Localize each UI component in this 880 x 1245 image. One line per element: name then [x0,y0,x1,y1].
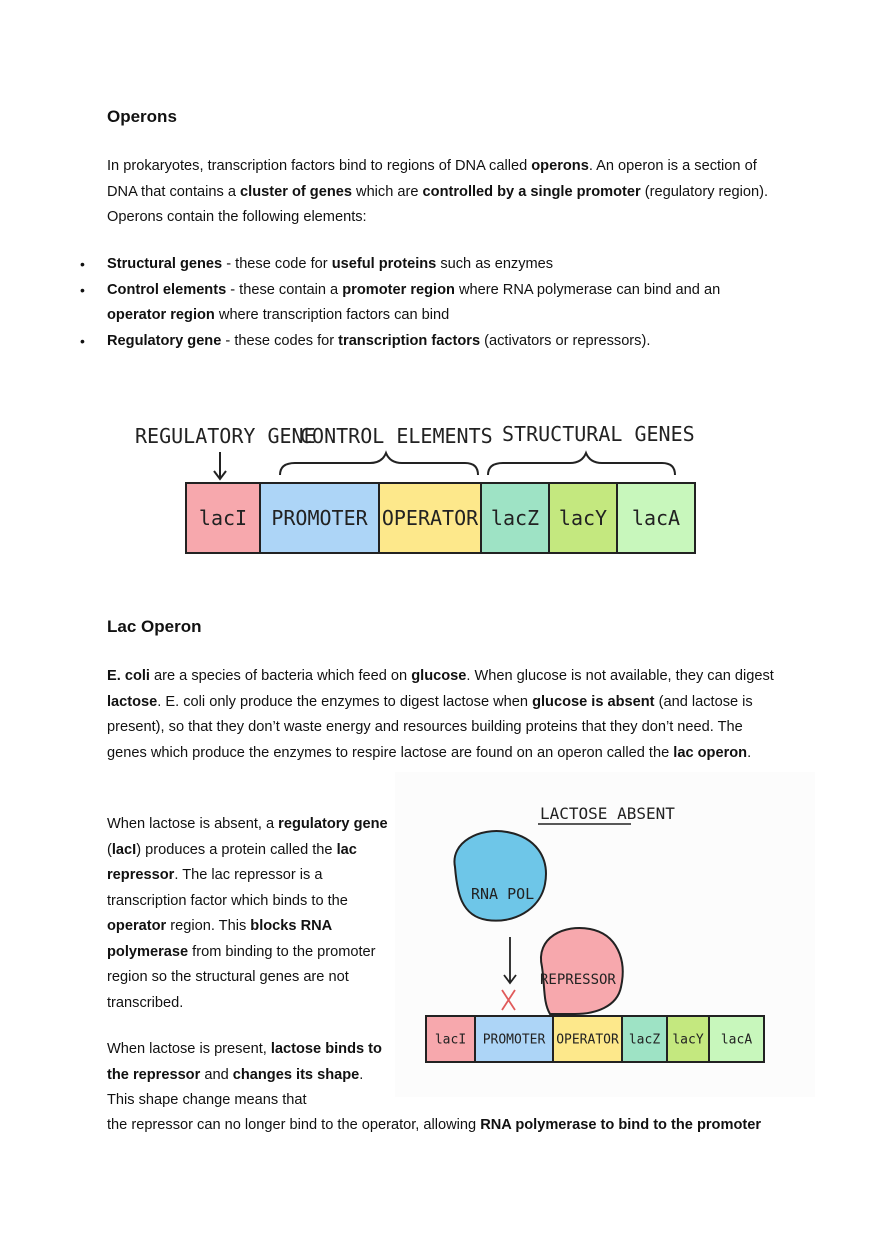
operon-elements-list [0,252,780,354]
segment-label: OPERATOR [381,506,479,531]
lac-paragraph-4 [107,1113,807,1139]
lac-paragraph-2 [107,812,389,1016]
bold-term: lactose binds to the repressor [107,1041,382,1083]
text-run: such as enzymes [436,256,554,272]
text-run: - these code for [222,256,332,272]
bold-term: cluster of genes [240,183,352,200]
bold-term: glucose is absent [532,693,655,710]
text-run: . E. coli only produce the enzymes to digest lactose when [157,693,533,710]
text-run: where transcription factors can bind [214,307,450,323]
lactose-absent-diagram [395,772,815,1097]
rna-polymerase [454,831,546,921]
text-run: When lactose is absent, a [107,816,279,832]
bold-term: operator [107,918,167,934]
bold-term: Regulatory gene [107,332,222,349]
lac-paragraph-3 [107,1037,387,1114]
segment-label: lacZ [628,1032,661,1048]
control-brace [280,453,478,475]
segment-label: PROMOTER [482,1032,546,1048]
text-run: region. This [166,918,251,934]
operon-structure-diagram [130,405,710,565]
bold-term: lac repressor [107,841,357,883]
arrow-icon [214,452,226,479]
bold-term: glucose [411,668,467,684]
repressor-protein [541,928,623,1014]
list-item [0,329,780,355]
text-run: In prokaryotes, transcription factors bind to regions of DNA called [107,158,532,174]
segment-label: lacY [558,506,608,531]
segment-label: lacI [198,506,248,531]
operon-segments-small [426,1016,764,1062]
text-run: . The lac repressor is a transcription factor which binds to the [107,867,348,909]
text-run: - these contain a [226,281,343,298]
text-run: . When glucose is not available, they can digest [466,668,774,684]
text-run: are a species of bacteria which feed on [149,668,412,684]
text-run: . This shape change means that [107,1066,364,1108]
bold-term: regulatory gene [278,816,388,832]
lactose-absent-title: LACTOSE ABSENT [540,804,675,823]
text-run: ) produces a protein called the [136,841,337,858]
repressor-label: REPRESSOR [540,972,616,988]
text-run: where RNA polymerase can bind and an [454,281,721,298]
text-run: (activators or repressors). [480,332,651,349]
bold-term: RNA polymerase to bind to the promoter [480,1117,762,1133]
text-run: When lactose is present, [107,1041,271,1057]
text-run: from binding to the promoter region so the structural genes are not transcribed. [107,943,376,1011]
structural-brace [488,453,675,475]
operons-intro [107,154,777,231]
bold-term: Structural genes [107,256,223,272]
bold-term: lacI [111,841,137,858]
control-elements-label: CONTROL ELEMENTS [300,424,493,448]
bold-term: Control elements [107,281,227,298]
bold-term: blocks RNA polymerase [107,918,332,960]
bold-term: lac operon [673,744,748,761]
segment-label: lacA [720,1032,753,1048]
bold-term: operons [531,158,589,174]
text-run: which are [351,183,423,200]
operon-segments [186,483,695,553]
segment-label: lacI [434,1032,467,1048]
regulatory-gene-label: REGULATORY GENE [135,424,316,448]
list-item [0,252,780,278]
bold-term: promoter region [342,281,455,298]
text-run: and [200,1066,233,1083]
bold-term: useful proteins [331,256,437,272]
segment-label: lacZ [490,506,540,531]
bold-term: transcription factors [338,332,481,349]
text-run: the repressor can no longer bind to the operator, allowing [107,1117,481,1133]
bold-term: lactose [107,693,158,710]
bold-term: changes its shape [232,1066,360,1083]
segment-label: OPERATOR [556,1032,619,1048]
text-run: ( [107,841,112,858]
lac-paragraph-1 [107,664,777,766]
lac-operon-heading: Lac Operon [107,617,202,636]
structural-genes-label: STRUCTURAL GENES [502,422,695,446]
text-run: - these codes for [221,332,339,349]
text-run: (regulatory region). Operons contain the following elements: [107,183,769,225]
bold-term: E. coli [107,668,150,684]
text-run: (and lactose is present), so that they don’t waste energy and resources building proteins that they don’t need. The genes which produce the enzymes to respire lactose are found on an operon called the [107,693,753,761]
segment-label: PROMOTER [271,506,368,531]
bold-term: controlled by a single promoter [422,183,641,200]
segment-label: lacA [631,506,681,531]
text-run: . [747,744,752,761]
text-run: . An operon is a section of DNA that contains a [107,158,757,200]
segment-label: lacY [672,1032,704,1048]
bold-term: operator region [107,307,215,323]
operons-heading: Operons [107,107,177,126]
rna-pol-label: RNA POL [471,885,535,903]
list-item [0,278,780,329]
